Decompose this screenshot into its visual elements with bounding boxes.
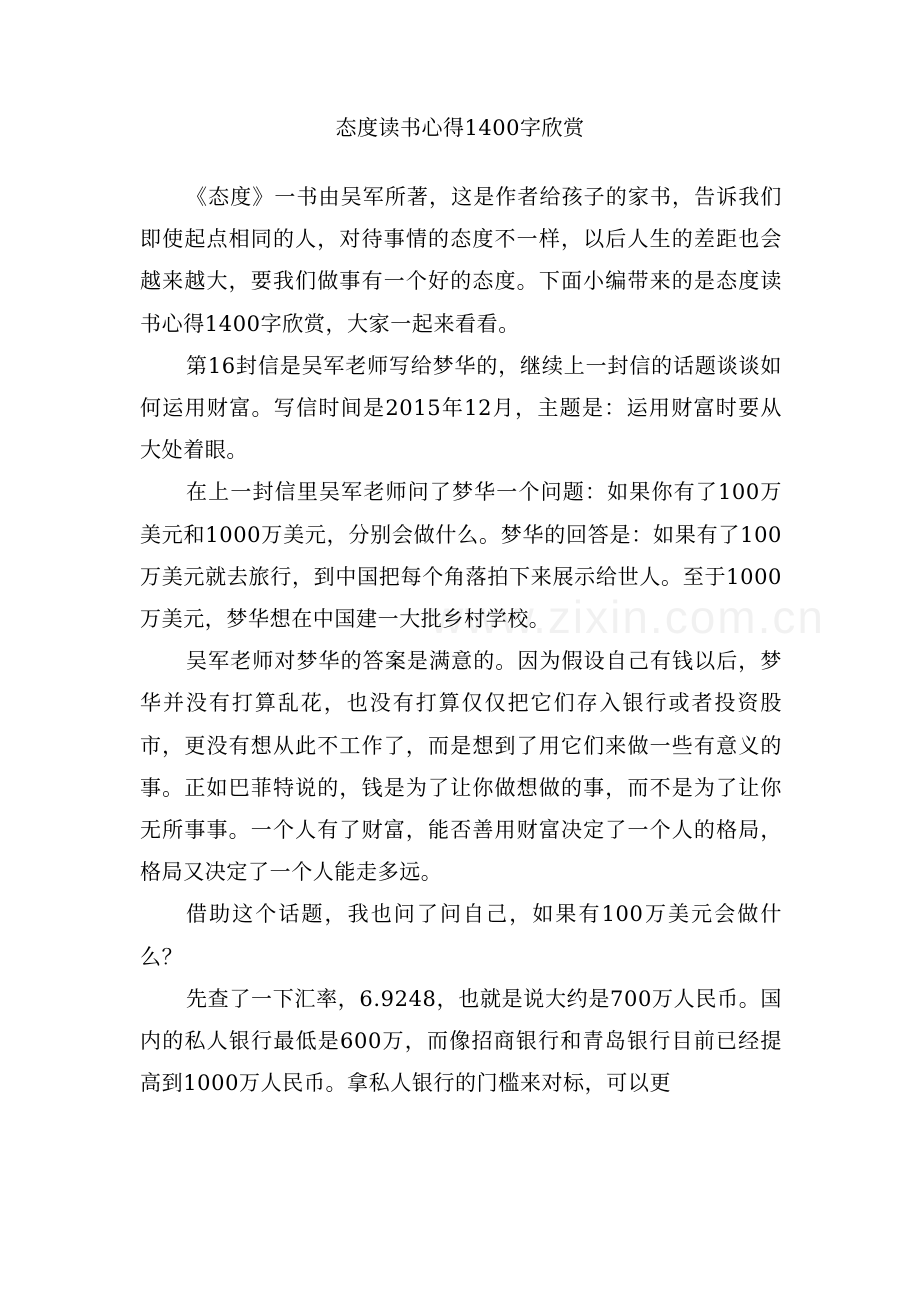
document-title: 态度读书心得1400字欣赏	[335, 116, 585, 140]
paragraph-letter-16: 第16封信是吴军老师写给梦华的，继续上一封信的话题谈谈如何运用财富。写信时间是2015年12月，主题是：运用财富时要从大处着眼。	[140, 353, 782, 463]
document-body	[140, 176, 782, 1104]
paragraph-question: 在上一封信里吴军老师问了梦华一个问题：如果你有了100万美元和1000万美元，分别会做什么。梦华的回答是：如果有了100万美元就去旅行，到中国把每个角落拍下来展示给世人。至于1000万美元，梦华想在中国建一大批乡村学校。	[140, 480, 782, 632]
paragraph-self-question: 借助这个话题，我也问了问自己，如果有100万美元会做什么？	[140, 902, 782, 969]
paragraph-answer-comment: 吴军老师对梦华的答案是满意的。因为假设自己有钱以后，梦华并没有打算乱花，也没有打算仅仅把它们存入银行或者投资股市，更没有想从此不工作了，而是想到了用它们来做一些有意义的事。正如巴菲特说的，钱是为了让你做想做的事，而不是为了让你无所事事。一个人有了财富，能否善用财富决定了一个人的格局，格局又决定了一个人能走多远。	[140, 649, 782, 885]
paragraph-intro: 《态度》一书由吴军所著，这是作者给孩子的家书，告诉我们即使起点相同的人，对待事情的态度不一样，以后人生的差距也会越来越大，要我们做事有一个好的态度。下面小编带来的是态度读书心得1400字欣赏，大家一起来看看。	[140, 185, 782, 336]
watermark: www.zixin.com.cn	[430, 591, 825, 643]
paragraph-exchange-rate: 先查了一下汇率，6.9248，也就是说大约是700万人民币。国内的私人银行最低是600万，而像招商银行和青岛银行目前已经提高到1000万人民币。拿私人银行的门槛来对标，可以更	[140, 986, 782, 1096]
